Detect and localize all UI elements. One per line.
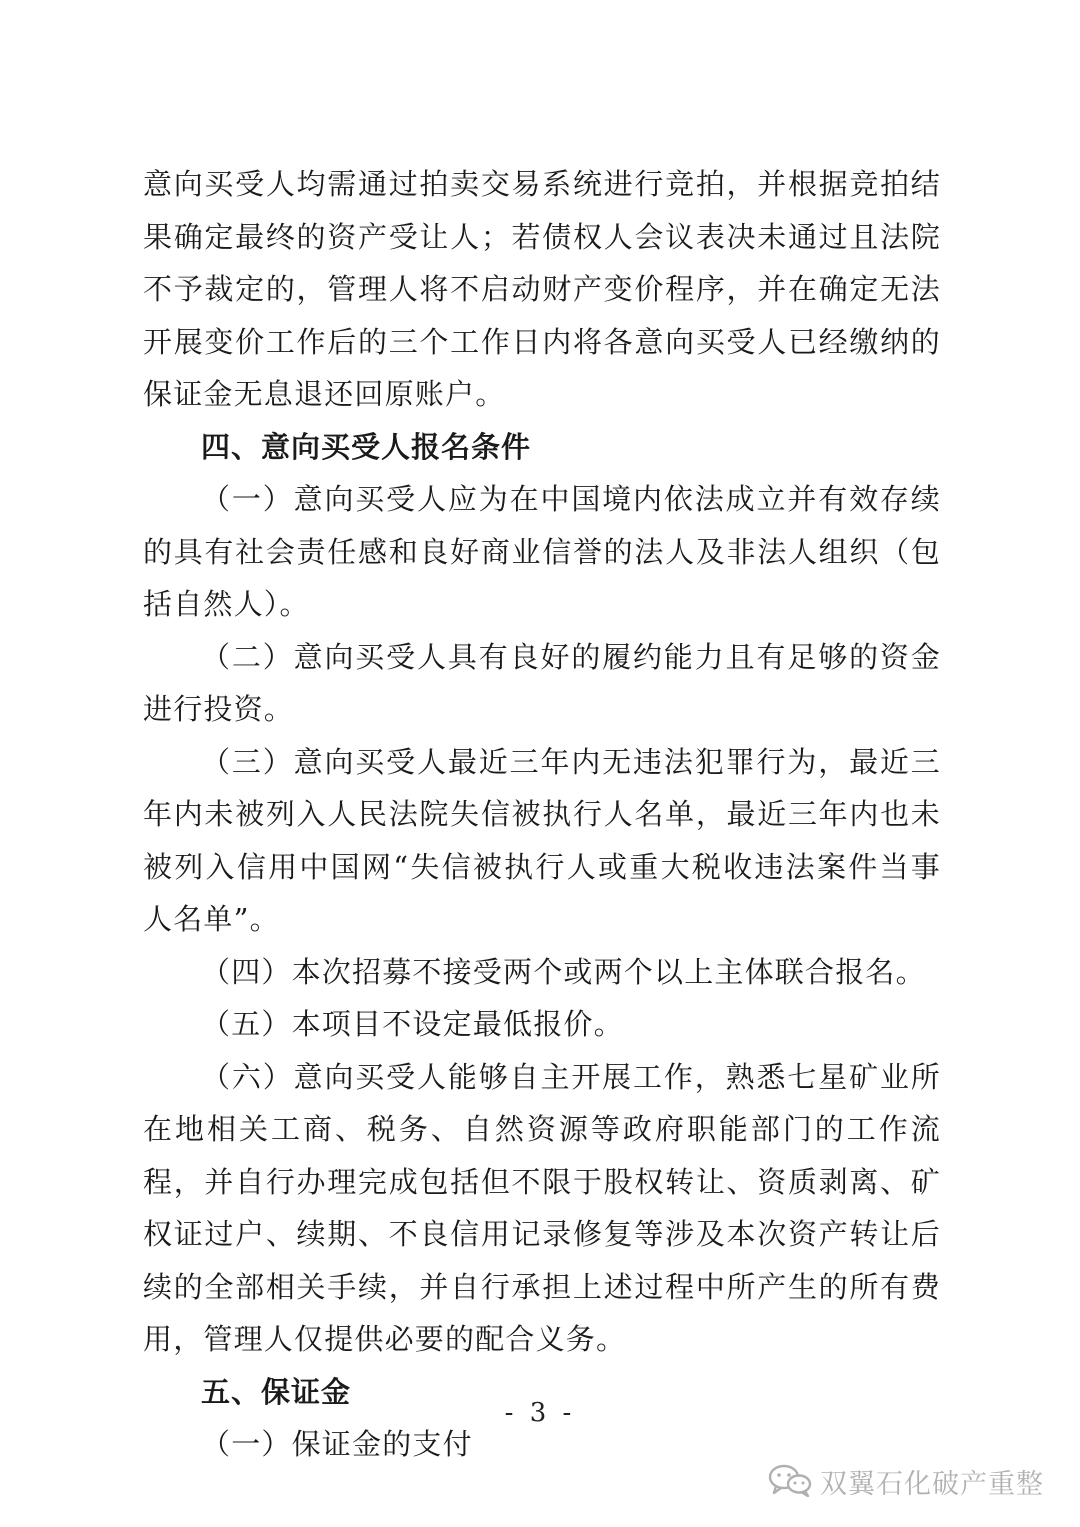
section-heading-registration-conditions: 四、意向买受人报名条件: [201, 429, 532, 464]
wechat-icon: [768, 1463, 812, 1501]
condition-1-paragraph: （一）意向买受人应为在中国境内依法成立并有效存续的具有社会责任感和良好商业信誉的法人及非法人组织（包括自然人）。: [143, 482, 941, 621]
watermark: [768, 1462, 1044, 1501]
page-number: - 3 -: [504, 1398, 576, 1428]
paragraph-continuation: 意向买受人均需通过拍卖交易系统进行竞拍，并根据竞拍结果确定最终的资产受让人；若债权人会议表决未通过且法院不予裁定的，管理人将不启动财产变价程序，并在确定无法开展变价工作后的三个工作日内将各意向买受人已经缴纳的保证金无息退还回原账户。: [143, 167, 941, 411]
condition-4-paragraph: （四）本次招募不接受两个或两个以上主体联合报名。: [201, 954, 926, 989]
section-heading-deposit: 五、保证金: [201, 1374, 352, 1409]
watermark-text: 双翼石化破产重整: [820, 1469, 1044, 1500]
condition-6-paragraph: （六）意向买受人能够自主开展工作，熟悉七星矿业所在地相关工商、税务、自然资源等政府职能部门的工作流程，并自行办理完成包括但不限于股权转让、资质剥离、矿权证过户、续期、不良信用记录修复等涉及本次资产转让后续的全部相关手续，并自行承担上述过程中所产生的所有费用，管理人仅提供必要的配合义务。: [143, 1059, 941, 1356]
deposit-subheading: （一）保证金的支付: [201, 1427, 473, 1461]
condition-3-paragraph: （三）意向买受人最近三年内无违法犯罪行为，最近三年内未被列入人民法院失信被执行人名单，最近三年内也未被列入信用中国网“失信被执行人或重大税收违法案件当事人名单”。: [143, 744, 941, 936]
condition-5-paragraph: （五）本项目不设定最低报价。: [201, 1007, 624, 1041]
document-body: [143, 158, 941, 1471]
condition-2-paragraph: （二）意向买受人具有良好的履约能力且有足够的资金进行投资。: [143, 639, 941, 726]
